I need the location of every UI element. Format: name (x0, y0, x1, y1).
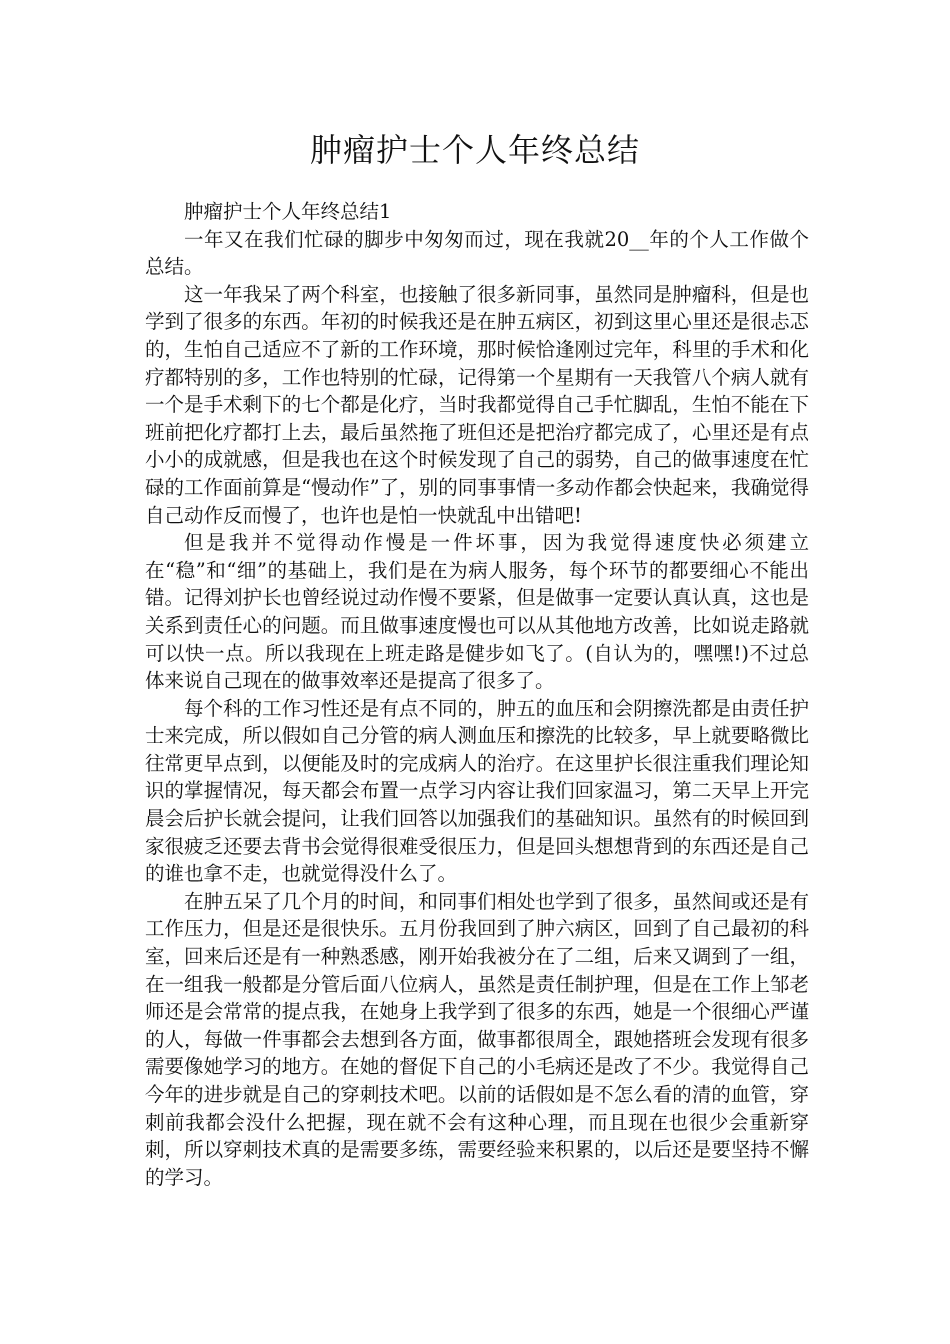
paragraph-work-habits: 每个科的工作习性还是有点不同的，肿五的血压和会阴擦洗都是由责任护士来完成，所以假如自己分管的病人测血压和擦洗的比较多，早上就要略微比往常更早点到，以便能及时的完成病人的治疗。在这里护长很注重我们理论知识的掌握情况，每天都会布置一点学习内容让我们回家温习，第二天早上开完晨会后护长就会提问，让我们回答以加强我们的基础知识。虽然有的时候回到家很疲乏还要去背书会觉得很难受很压力，但是回头想想背到的东西还是自己的谁也拿不走，也就觉得没什么了。 (145, 696, 809, 886)
document-body (145, 198, 809, 1191)
section-heading: 肿瘤护士个人年终总结1 (184, 200, 392, 223)
paragraph-return-ward-six: 在肿五呆了几个月的时间，和同事们相处也学到了很多，虽然间或还是有工作压力，但是还是很快乐。五月份我回到了肿六病区，回到了自己最初的科室，回来后还是有一种熟悉感，刚开始我被分在了二组，后来又调到了一组，在一组我一般都是分管后面八位病人，虽然是责任制护理，但是在工作上邹老师还是会常常的提点我，在她身上我学到了很多的东西，她是一个很细心严谨的人，每做一件事都会去想到各方面，做事都很周全，跟她搭班会发现有很多需要像她学习的地方。在她的督促下自己的小毛病还是改了不少。我觉得自己今年的进步就是自己的穿刺技术吧。以前的话假如是不怎么看的清的血管，穿刺前我都会没什么把握，现在就不会有这种心理，而且现在也很少会重新穿刺，所以穿刺技术真的是需要多练，需要经验来积累的，以后还是要坚持不懈的学习。 (145, 889, 809, 1189)
paragraph-slow-pace: 但是我并不觉得动作慢是一件坏事，因为我觉得速度快必须建立在“稳”和“细”的基础上，我们是在为病人服务，每个环节的都要细心不能出错。记得刘护长也曾经说过动作慢不要紧，但是做事一定要认真认真，这也是关系到责任心的问题。而且做事速度慢也可以从其他地方改善，比如说走路就可以快一点。所以我现在上班走路是健步如飞了。(自认为的，嘿嘿!)不过总体来说自己现在的做事效率还是提高了很多了。 (145, 531, 809, 693)
paragraph-intro: 一年又在我们忙碌的脚步中匆匆而过，现在我就20__年的个人工作做个总结。 (145, 227, 809, 279)
document-title: 肿瘤护士个人年终总结 (309, 131, 640, 169)
paragraph-two-departments: 这一年我呆了两个科室，也接触了很多新同事，虽然同是肿瘤科，但是也学到了很多的东西。年初的时候我还是在肿五病区，初到这里心里还是很忐忑的，生怕自己适应不了新的工作环境，那时候恰逢刚过完年，科里的手术和化疗都特别的多，工作也特别的忙碌，记得第一个星期有一天我管八个病人就有一个是手术剩下的七个都是化疗，当时我都觉得自己手忙脚乱，生怕不能在下班前把化疗都打上去，最后虽然拖了班但还是把治疗都完成了，心里还是有点小小的成就感，但是我也在这个时候发现了自己的弱势，自己的做事速度在忙碌的工作面前算是“慢动作”了，别的同事事情一多动作都会快起来，我确觉得自己动作反而慢了，也许也是怕一快就乱中出错吧! (145, 282, 809, 527)
